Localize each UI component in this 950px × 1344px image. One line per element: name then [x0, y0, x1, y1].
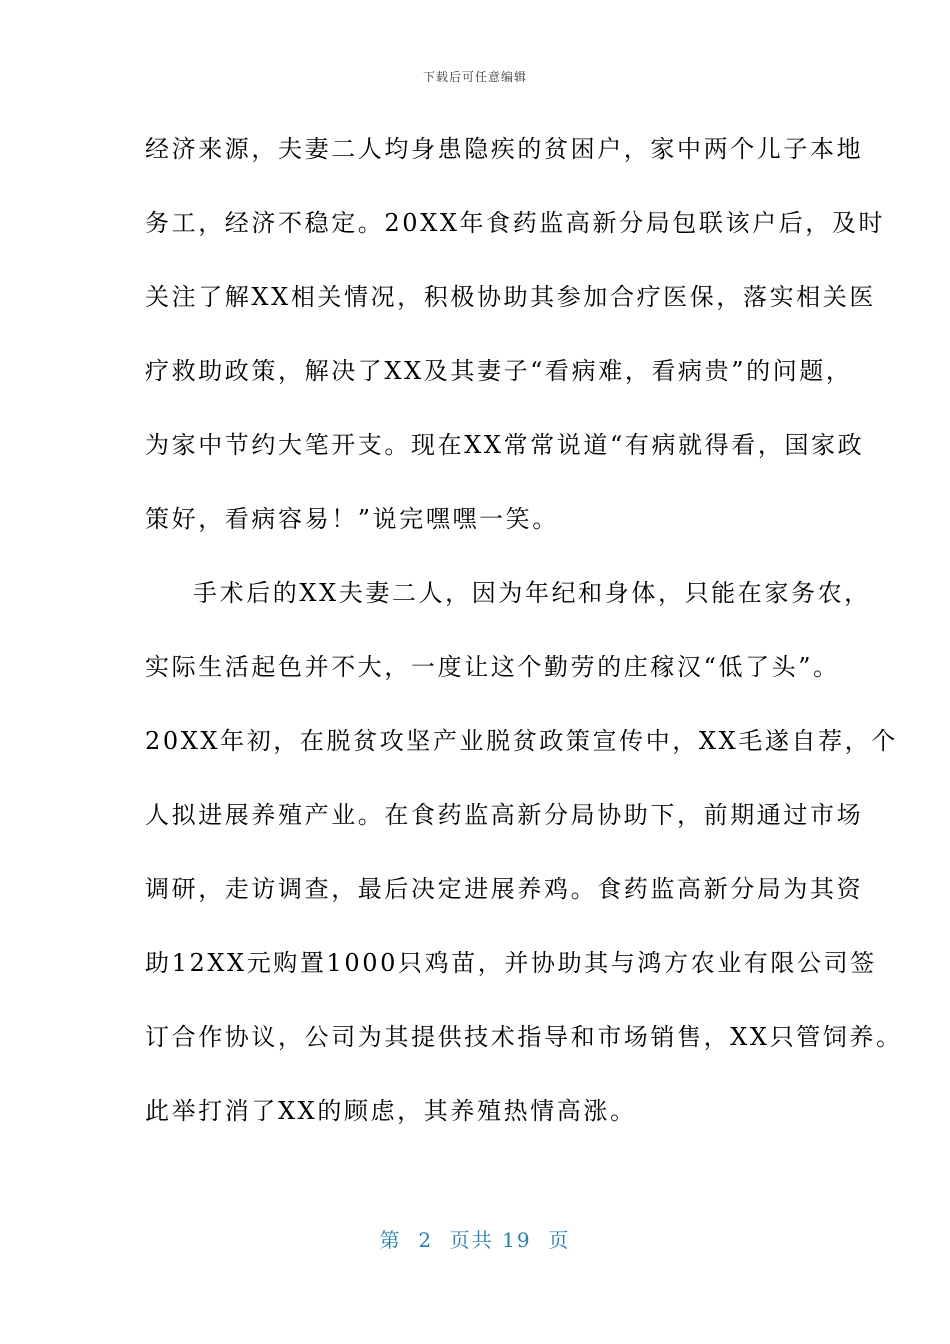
text-line: 为家中节约大笔开支。现在XX常常说道“有病就得看，国家政 [145, 431, 865, 459]
text-line: 策好，看病容易！”说完嘿嘿一笑。 [145, 505, 559, 533]
text-line: 务工，经济不稳定。20XX年食药监高新分局包联该户后，及时 [145, 209, 886, 237]
text-line: 调研，走访调查，最后决定进展养鸡。食药监高新分局为其资 [145, 875, 864, 903]
text-line: 关注了解XX相关情况，积极协助其参加合疗医保，落实相关医 [145, 283, 876, 311]
text-line: 实际生活起色并不大，一度让这个勤劳的庄稼汉“低了头”。 [145, 653, 840, 681]
body-text [145, 112, 903, 1148]
text-line: 20XX年初，在脱贫攻坚产业脱贫政策宣传中，XX毛遂自荐，个 [145, 727, 898, 755]
text-line: 订合作协议，公司为其提供技术指导和市场销售，XX只管饲养。 [145, 1023, 903, 1051]
text-line: 疗救助政策，解决了XX及其妻子“看病难，看病贵”的问题， [145, 357, 853, 385]
text-line: 此举打消了XX的顾虑，其养殖热情高涨。 [145, 1097, 637, 1125]
page-number-footer: 第 2 页共 19 页 [379, 1228, 571, 1252]
text-line: 助12XX元购置1000只鸡苗，并协助其与鸿方农业有限公司签 [145, 949, 877, 977]
text-line: 经济来源，夫妻二人均身患隐疾的贫困户，家中两个儿子本地 [145, 135, 864, 163]
text-line: 人拟进展养殖产业。在食药监高新分局协助下，前期通过市场 [145, 801, 864, 829]
header-note: 下载后可任意编辑 [422, 70, 527, 84]
text-line-paragraph-start: 手术后的XX夫妻二人，因为年纪和身体，只能在家务农， [193, 579, 871, 607]
